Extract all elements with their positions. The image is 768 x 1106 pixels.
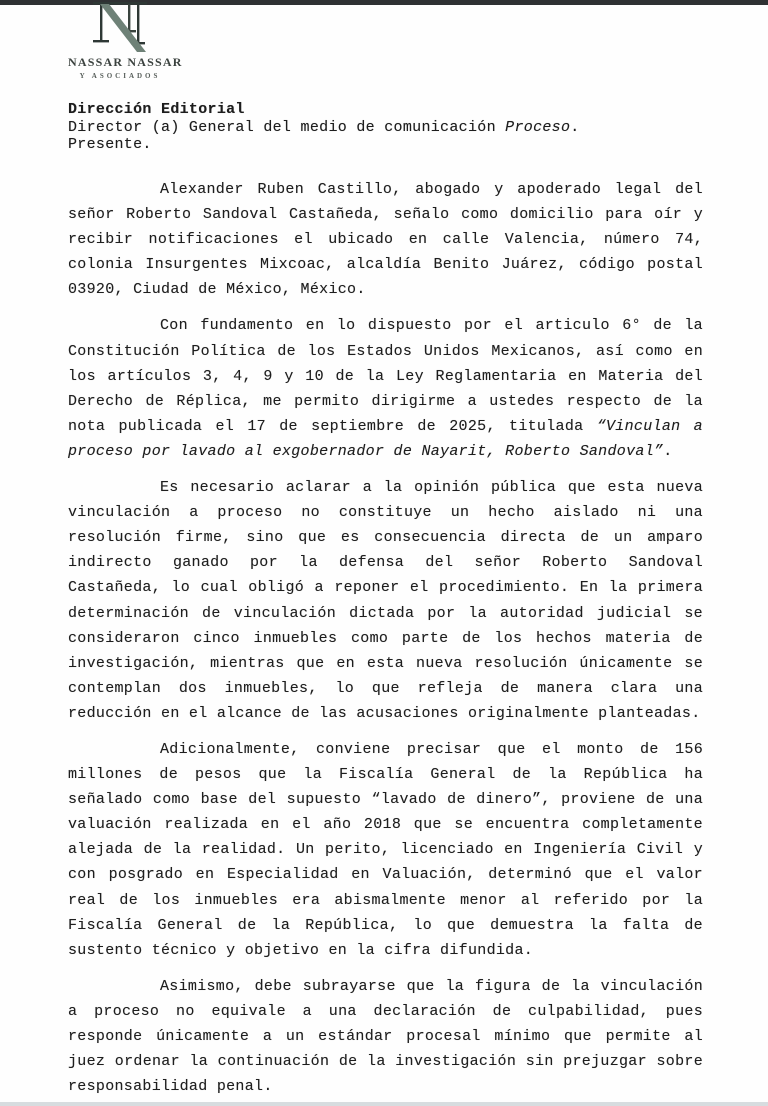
text-run: Asimismo, debe subrayarse que la figura de la vinculación a proceso no equivale a una declaración de culpabilidad, pues responde únicamente a un estándar procesal mínimo que permite al juez ordenar la continuación de la investigación sin prejuzgar sobre responsabilidad penal. (68, 977, 703, 1096)
brand-wordmark: NASSAR NASSAR (68, 55, 183, 69)
text-run: “Vinculan a proceso por lavado al exgobernador de Nayarit, Roberto Sandoval” (68, 417, 703, 460)
recipient-block (68, 101, 703, 154)
law-firm-logo (68, 2, 183, 80)
letter-body (68, 177, 703, 1099)
recipient-presente-line: Presente. (68, 136, 152, 153)
text-run: . (663, 442, 673, 460)
paragraph-legal-basis-replica (68, 313, 703, 464)
paragraph-valuation-156-millions (68, 737, 703, 963)
text-run: Adicionalmente, conviene precisar que el monto de 156 millones de pesos que la Fiscalía General de la República ha señalado como base del supuesto “lavado de dinero”, proviene de una valuación realizada en el año 2018 que se encuentra completamente alejada de la realidad. Un perito, licenciado en Ingeniería Civil y con posgrado en Especialidad en Valuación, determinó que el valor real de los inmuebles era abismalmente menor al referido por la Fiscalía General de la República, lo que demuestra la falta de sustento técnico y objetivo en la cifra difundida. (68, 740, 703, 959)
recipient-director-line (68, 119, 703, 137)
nassar-monogram-icon (91, 2, 149, 54)
paragraph-legal-domicile (68, 177, 703, 302)
paragraph-vinculacion-not-guilt (68, 974, 703, 1099)
text-run: Proceso (505, 118, 571, 136)
text-run: Con fundamento en lo dispuesto por el articulo 6° de la Constitución Política de los Estados Unidos Mexicanos, así como en los artículos 3, 4, 9 y 10 de la Ley Reglamentaria en Materia del Derecho de Réplica, me permito dirigirme a ustedes respecto de la nota publicada el 17 de septiembre de 2025, titulada (68, 317, 703, 435)
text-run: Director (a) General del medio de comunicación (68, 118, 506, 136)
bottom-edge-bar (0, 1102, 768, 1106)
text-run: Alexander Ruben Castillo, abogado y apoderado legal del señor Roberto Sandoval Castañeda, señalo como domicilio para oír y recibir notificaciones el ubicado en calle Valencia, número 74, colonia Insurgentes Mixcoac, alcaldía Benito Juárez, código postal 03920, Ciudad de México, México. (68, 181, 703, 299)
text-run: Es necesario aclarar a la opinión pública que esta nueva vinculación a proceso no constituye un hecho aislado ni una resolución firme, sino que es consecuencia directa de un amparo indirecto ganado por la defensa del señor Roberto Sandoval Castañeda, lo cual obligó a reponer el procedimiento. En la primera determinación de vinculación dictada por la autoridad judicial se consideraron cinco inmuebles como parte de los hechos materia de investigación, mientras que en esta nueva resolución únicamente se contemplan dos inmuebles, lo que refleja de manera clara una reducción en el alcance de las acusaciones originalmente planteadas. (68, 479, 703, 722)
text-run: . (570, 118, 580, 136)
recipient-editorial-title: Dirección Editorial (68, 101, 245, 118)
paragraph-clarification-amparo (68, 475, 703, 726)
brand-subtitle: Y ASOCIADOS (79, 72, 161, 80)
